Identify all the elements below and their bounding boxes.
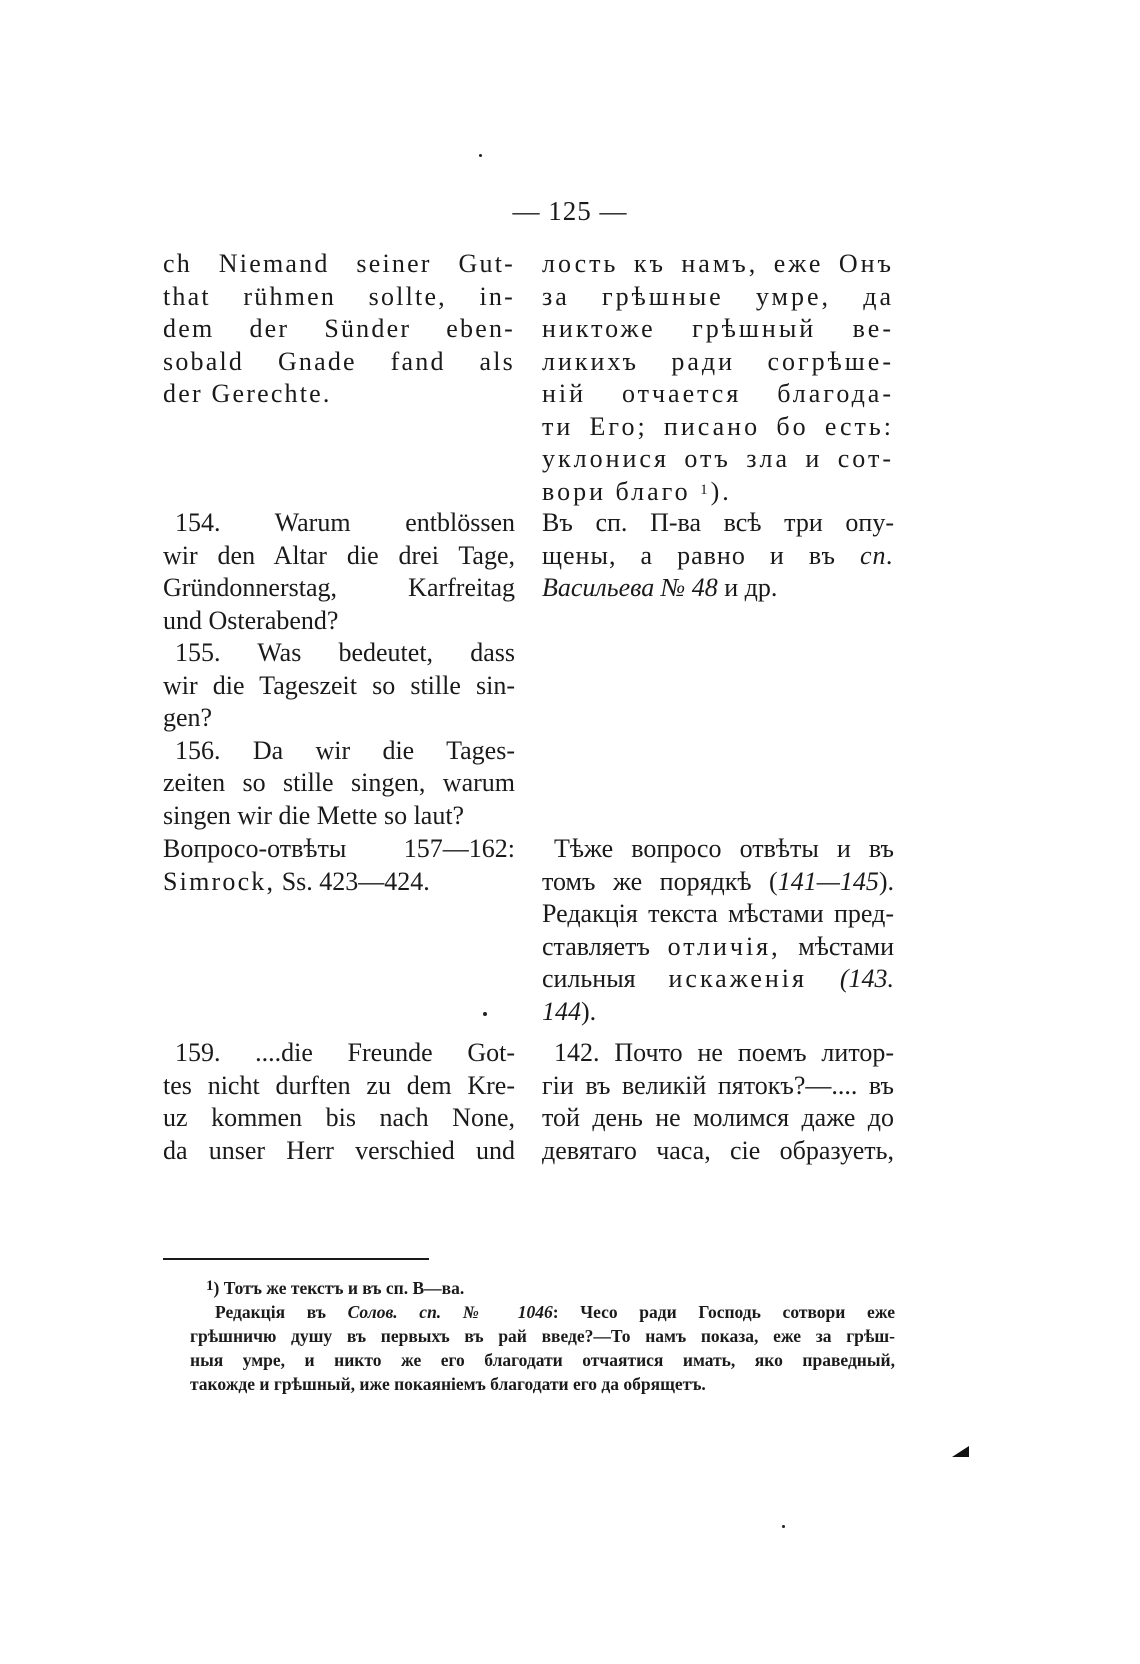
text-line: Вопросо-отвѣты 157—162:: [163, 834, 515, 863]
left-column-section-3: [163, 833, 515, 898]
text-line: Тѣже вопросо отвѣты и въ: [554, 834, 894, 863]
text-fragment: отличія,: [667, 931, 781, 961]
text-line: [542, 931, 894, 964]
left-column-section-1: [163, 248, 515, 411]
text-line: dem der Sünder eben-: [163, 314, 515, 343]
text-fragment: Редакція въ: [215, 1302, 348, 1322]
question-154-line: 154. Warum entblössen: [175, 508, 515, 537]
text-fragment: сп.: [859, 540, 895, 570]
text-line: sobald Gnade fand als: [163, 346, 515, 376]
text-fragment: вори благо: [542, 476, 691, 506]
text-line: той день не молимся даже до: [542, 1103, 894, 1132]
text-fragment: ставляетъ: [542, 931, 650, 961]
text-fragment: Ss. 423—424.: [281, 866, 430, 896]
right-column-section-3: [542, 833, 894, 1028]
text-fragment: сильныя: [542, 964, 636, 993]
text-line: der Gerechte.: [163, 379, 332, 408]
text-line: wir die Tageszeit so stille sin-: [163, 670, 515, 700]
text-line: that rühmen sollte, in-: [163, 281, 515, 311]
text-fragment: Simrock,: [163, 866, 276, 896]
question-156-line: 156. Da wir die Tages-: [175, 735, 515, 765]
footnote-2: [190, 1300, 895, 1396]
answer-142-line: 142. Почто не поемъ литор-: [554, 1038, 894, 1067]
corner-mark: [952, 1446, 969, 1457]
text-fragment: ).: [581, 996, 597, 1026]
text-fragment: 141—145: [777, 866, 879, 896]
text-line: [206, 1276, 911, 1300]
text-line: грѣшничю душу въ первыхъ въ рай введе?—То намъ показа, еже за грѣш-: [190, 1326, 895, 1346]
text-line: ти Его; писано бо есть:: [542, 411, 894, 441]
text-line: uz kommen bis nach None,: [163, 1103, 515, 1132]
text-fragment: томъ же порядкѣ (: [542, 866, 778, 896]
page-number: — 125 —: [512, 196, 628, 226]
text-line: девятаго часа, сіе образуеть,: [542, 1135, 894, 1165]
text-line: da unser Herr verschied und: [163, 1135, 515, 1165]
text-fragment: щены, а равно и въ: [542, 540, 836, 570]
footnote-ref: 1: [700, 481, 711, 498]
text-line: за грѣшные умре, да: [542, 281, 894, 311]
text-line: ныя умре, и никто же его благодати отчаятися имать, яко праведный,: [190, 1350, 895, 1370]
text-fragment: 144: [542, 996, 581, 1026]
text-line: [542, 866, 894, 899]
scan-speck: [782, 1525, 785, 1528]
text-fragment: (143.: [839, 964, 894, 993]
text-line: гіи въ великій пятокъ?—.... въ: [542, 1070, 894, 1100]
text-fragment: ) Тотъ же текстъ и въ сп. В—ва.: [213, 1278, 465, 1298]
text-line: wir den Altar die drei Tage,: [163, 540, 515, 570]
text-fragment: Васильева № 48: [542, 573, 718, 602]
text-line: ch Niemand seiner Gut-: [163, 249, 515, 278]
text-line: уклонися отъ зла и сот-: [542, 444, 894, 473]
right-column-section-4: [542, 1037, 894, 1167]
text-fragment: искаженія: [668, 964, 807, 993]
text-line: und Osterabend?: [163, 605, 339, 635]
text-fragment: Солов. сп. № 1046: [347, 1302, 553, 1322]
text-line: никтоже грѣшный ве-: [542, 314, 894, 343]
text-line: [163, 866, 515, 899]
text-line: Въ сп. П-ва всѣ три опу-: [542, 508, 894, 537]
text-line: лость къ намъ, еже Онъ: [542, 249, 894, 278]
right-column-section-2: [542, 507, 894, 605]
text-line: ній отчается благода-: [542, 379, 894, 408]
text-line: Gründonnerstag, Karfreitag: [163, 573, 515, 602]
footnote-1: [206, 1276, 911, 1300]
right-column-section-1: [542, 248, 894, 508]
text-fragment: : Чесо ради Господь сотвори еже: [552, 1302, 895, 1322]
text-line: [542, 996, 894, 1029]
text-line: ликихъ ради согрѣше-: [542, 346, 894, 376]
question-155-line: 155. Was bedeutet, dass: [175, 638, 515, 667]
footnote-marker: 1: [206, 1278, 214, 1294]
scan-speck: [483, 1012, 487, 1016]
text-line: gen?: [163, 703, 213, 732]
text-line: [542, 572, 894, 605]
text-line: [542, 476, 894, 509]
text-line: [542, 540, 894, 573]
text-line: такожде и грѣшный, иже покаяніемъ благодати его да обрящетъ.: [190, 1374, 706, 1394]
text-fragment: и др.: [724, 573, 778, 602]
text-line: tes nicht durften zu dem Kre-: [163, 1070, 515, 1100]
left-column-section-2: [163, 507, 515, 832]
text-line: Редакція текста мѣстами пред-: [542, 899, 894, 928]
text-fragment: мѣстами: [798, 931, 894, 961]
question-159-line: 159. ....die Freunde Got-: [175, 1038, 515, 1067]
footnote-rule: [163, 1258, 429, 1260]
text-line: zeiten so stille singen, warum: [163, 768, 515, 797]
scan-speck: [479, 154, 482, 157]
text-line: [542, 963, 894, 996]
text-fragment: ).: [878, 866, 894, 896]
text-line: singen wir die Mette so laut?: [163, 800, 465, 830]
text-line: [190, 1300, 895, 1324]
text-fragment: ).: [710, 476, 732, 506]
left-column-section-4: [163, 1037, 515, 1167]
